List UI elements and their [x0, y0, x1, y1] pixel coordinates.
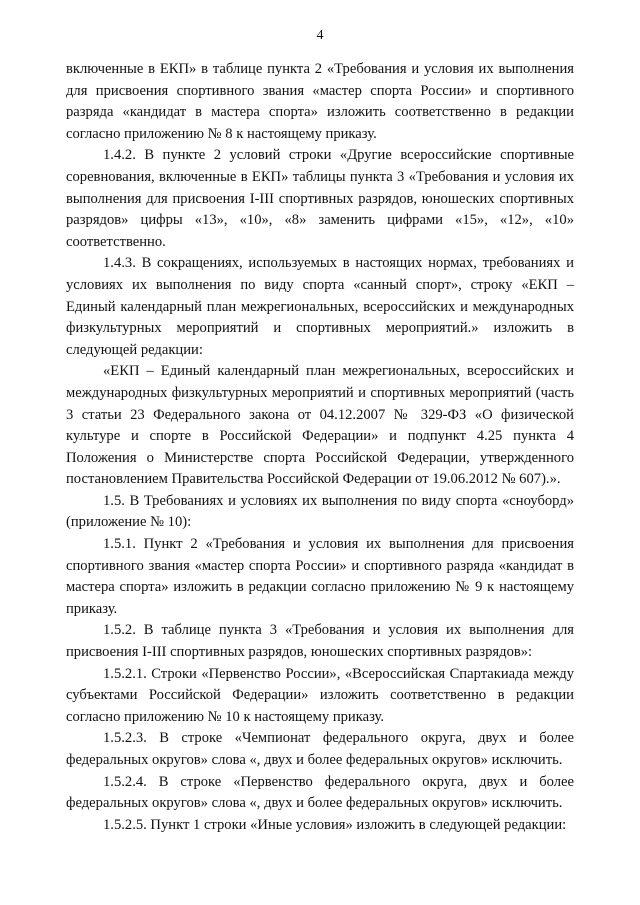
paragraph-ekp-definition: «ЕКП – Единый календарный план межрегиональных, всероссийских и международных физкультурных мероприятий и спортивных мероприятий (часть 3 статьи 23 Федерального закона от 04.12.2007 № 329-ФЗ «О физической культуре и спорте в Российской Федерации» и подпункт 4.25 пункта 4 Положения о Министерстве спорта Российской Федерации, утвержденного постановлением Правительства Российской Федерации от 19.06.2012 № 607).». [66, 363, 574, 488]
paragraph-1-5-2-5: 1.5.2.5. Пункт 1 строки «Иные условия» изложить в следующей редакции: [103, 816, 567, 833]
paragraph-1-5: 1.5. В Требованиях и условиях их выполнения по виду спорта «сноуборд» (приложение № 10): [66, 492, 574, 531]
paragraph-1-5-2-1: 1.5.2.1. Строки «Первенство России», «Всероссийская Спартакиада между субъектами Российской Федерации» изложить соответственно в редакции согласно приложению № 10 к настоящему приказу. [66, 665, 574, 725]
document-body [66, 59, 574, 836]
page-number: 4 [316, 28, 324, 43]
paragraph-1-5-1: 1.5.1. Пункт 2 «Требования и условия их выполнения для присвоения спортивного звания «мастер спорта России» и спортивного разряда «кандидат в мастера спорта» изложить в редакции согласно приложению № 9 к настоящему приказу. [66, 536, 574, 617]
paragraph-1-5-2: 1.5.2. В таблице пункта 3 «Требования и условия их выполнения для присвоения I-III спортивных разрядов, юношеских спортивных разрядов»: [66, 622, 574, 661]
paragraph-1-4-3: 1.4.3. В сокращениях, используемых в настоящих нормах, требованиях и условиях их выполнения по виду спорта «санный спорт», строку «ЕКП – Единый календарный план межрегиональных, всероссийских и международных физкультурных мероприятий и спортивных мероприятий.» изложить в следующей редакции: [66, 255, 574, 358]
paragraph-1-5-2-4: 1.5.2.4. В строке «Первенство федерального округа, двух и более федеральных округов» слова «, двух и более федеральных округов» исключить. [66, 773, 574, 812]
paragraph-1-4-2: 1.4.2. В пункте 2 условий строки «Другие всероссийские спортивные соревнования, включенные в ЕКП» таблицы пункта 3 «Требования и условия их выполнения для присвоения I-III спортивных разрядов, юношеских спортивных разрядов» цифры «13», «10», «8» заменить цифрами «15», «12», «10» соответственно. [66, 147, 574, 250]
paragraph-1-5-2-3: 1.5.2.3. В строке «Чемпионат федерального округа, двух и более федеральных округов» слова «, двух и более федеральных округов» исключить. [66, 730, 574, 768]
paragraph-continuation: включенные в ЕКП» в таблице пункта 2 «Требования и условия их выполнения для присвоения спортивного звания «мастер спорта России» и спортивного разряда «кандидат в мастера спорта» изложить соответственно в редакции согласно приложению № 8 к настоящему приказу. [66, 61, 574, 142]
